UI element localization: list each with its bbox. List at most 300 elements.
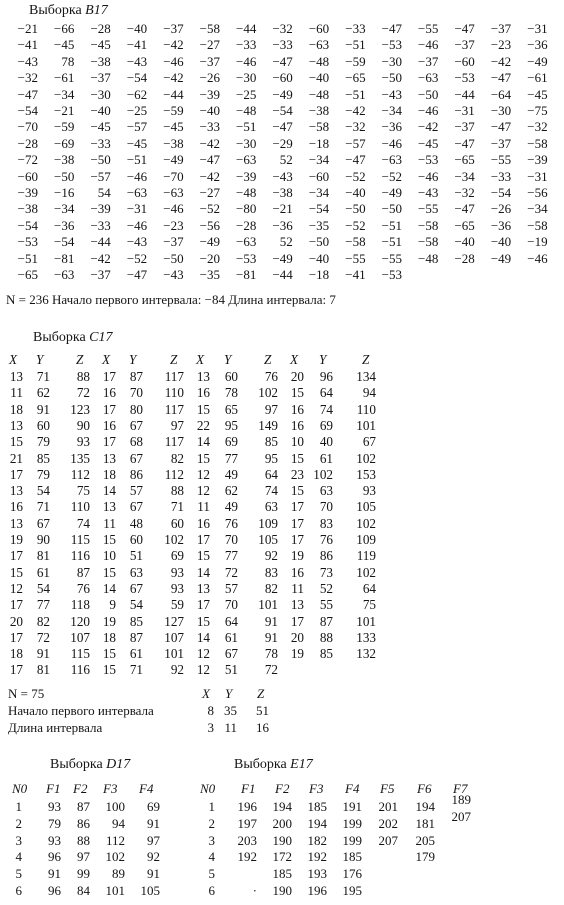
sample-b-value: −49 xyxy=(490,250,512,266)
sample-b-value: 54 xyxy=(97,185,111,200)
sample-c-value: 67 xyxy=(129,450,143,466)
sample-c-value: 117 xyxy=(164,434,184,450)
sample-b-row xyxy=(6,54,558,72)
sample-c-value: 15 xyxy=(9,564,23,580)
sample-c-header-z: Z xyxy=(76,352,84,367)
sample-b-value: −63 xyxy=(54,267,75,282)
sample-b-value: −26 xyxy=(199,70,220,86)
sample-e-value: 189 xyxy=(451,792,471,807)
sample-c-value: 51 xyxy=(224,662,238,678)
sample-c-value: 112 xyxy=(164,466,184,482)
sample-c-value: 71 xyxy=(170,499,184,515)
sample-b-value: −50 xyxy=(345,201,366,217)
sample-c-value: 12 xyxy=(196,466,210,482)
sample-b-value: −60 xyxy=(308,168,330,184)
sample-c-value: 15 xyxy=(196,548,210,564)
sample-e-value: 199 xyxy=(342,815,362,831)
sample-c-value: 102 xyxy=(164,532,184,547)
sample-c-value: 76 xyxy=(76,580,90,596)
sample-e-value: 190 xyxy=(272,832,292,848)
sample-b-value: −40 xyxy=(126,21,148,36)
sample-d-header-f4: F4 xyxy=(139,781,154,796)
sample-d-title xyxy=(50,757,130,773)
sample-b-value: −58 xyxy=(345,234,366,250)
sample-b-value: −36 xyxy=(527,37,548,53)
sample-c-value: 82 xyxy=(36,613,50,629)
sample-b-value: −40 xyxy=(90,103,111,118)
sample-b-value: −33 xyxy=(90,135,111,151)
sample-c-value: 92 xyxy=(170,662,184,678)
sample-b-value: −28 xyxy=(454,250,475,266)
sample-b-value: −66 xyxy=(54,21,75,36)
sample-c-value: 117 xyxy=(164,401,184,417)
sample-b-row xyxy=(6,70,558,88)
sample-b-value: −54 xyxy=(17,103,38,118)
sample-b-value: −58 xyxy=(527,135,548,151)
sample-b-value: −54 xyxy=(126,70,148,86)
sample-c-value: 101 xyxy=(356,417,376,433)
sample-c-value: 97 xyxy=(264,401,278,417)
sample-d-value: 5 xyxy=(15,866,22,882)
sample-b-value: −57 xyxy=(345,135,366,151)
sample-c-value: 64 xyxy=(319,385,333,401)
sample-c-value: 67 xyxy=(129,499,143,515)
sample-d-value: 3 xyxy=(15,832,22,848)
sample-c-value: 20 xyxy=(9,613,23,629)
sample-b-value: −28 xyxy=(90,21,111,36)
sample-b-value: −60 xyxy=(272,70,293,86)
sample-b-value: −61 xyxy=(527,70,548,86)
sample-e-value: 5 xyxy=(208,866,215,882)
sample-c-header-x: X xyxy=(290,352,299,367)
sample-b-value: −43 xyxy=(126,234,148,250)
sample-b-value: −65 xyxy=(454,217,475,233)
sample-c-value: 15 xyxy=(290,450,304,466)
sample-c-header-x: X xyxy=(102,352,111,367)
sample-e-header-f7: F7 xyxy=(453,781,468,796)
sample-b-value: −61 xyxy=(54,70,75,86)
sample-c-value: 72 xyxy=(76,385,90,401)
sample-c-value: 72 xyxy=(264,662,278,678)
sample-b-value: −46 xyxy=(163,201,184,217)
sample-e-header-f2: F2 xyxy=(275,781,290,796)
sample-c-value: 110 xyxy=(70,499,90,515)
sample-c-value: 61 xyxy=(129,646,143,662)
sample-e-value: 192 xyxy=(237,849,257,865)
sample-d-value: 91 xyxy=(48,866,61,882)
sample-e-value: 194 xyxy=(415,799,435,814)
sample-b-value: −34 xyxy=(454,168,475,184)
sample-c-title-name: C17 xyxy=(89,330,113,345)
sample-b-value: −50 xyxy=(90,152,111,168)
sample-b-value: −63 xyxy=(163,185,184,200)
sample-c-axis-header: X xyxy=(202,686,210,701)
sample-b-value: −27 xyxy=(199,37,220,53)
sample-c-value: 91 xyxy=(264,629,278,645)
sample-c-value: 115 xyxy=(70,532,90,547)
sample-c-value: 12 xyxy=(196,646,210,662)
sample-b-value: −34 xyxy=(308,185,330,200)
sample-c-value: 18 xyxy=(9,646,23,662)
sample-b-value: −60 xyxy=(308,21,330,36)
sample-b-value: −45 xyxy=(126,135,148,151)
sample-c-value: 17 xyxy=(102,369,116,384)
sample-b-value: −32 xyxy=(454,185,475,200)
sample-b-value: −43 xyxy=(381,86,402,102)
sample-c-value: 18 xyxy=(102,466,116,482)
sample-c-value: 12 xyxy=(196,483,210,499)
sample-e-value: 4 xyxy=(208,849,215,865)
sample-c-value: 74 xyxy=(264,483,278,499)
sample-b-row xyxy=(6,218,558,236)
sample-b-value: −58 xyxy=(418,234,439,250)
sample-e-value: 196 xyxy=(307,883,327,898)
sample-b-value: −45 xyxy=(527,86,548,102)
sample-c-value: 10 xyxy=(290,434,304,450)
sample-b-value: −42 xyxy=(490,53,512,69)
sample-c-value: 116 xyxy=(70,662,90,678)
sample-b-value: −37 xyxy=(490,21,512,36)
sample-c-value: 16 xyxy=(290,564,304,580)
sample-b-value: −31 xyxy=(126,201,148,217)
sample-c-value: 51 xyxy=(129,548,143,564)
sample-c-value: 87 xyxy=(129,629,143,645)
sample-c-value: 96 xyxy=(319,369,333,384)
sample-d-value: 94 xyxy=(112,815,125,831)
sample-b-value: −40 xyxy=(308,70,330,86)
sample-b-value: −48 xyxy=(308,53,330,69)
sample-b-value: −37 xyxy=(454,37,475,53)
sample-c-value: 67 xyxy=(362,434,376,450)
sample-d-value: 105 xyxy=(140,883,160,898)
sample-c-value: 11 xyxy=(197,499,210,515)
sample-c-value: 17 xyxy=(290,515,304,531)
sample-b-value: −42 xyxy=(199,168,220,184)
sample-b-value: −37 xyxy=(90,70,111,86)
sample-b-value: 52 xyxy=(279,234,293,250)
sample-c-value: 17 xyxy=(196,597,210,613)
sample-c-value: 60 xyxy=(36,417,50,433)
sample-b-value: −42 xyxy=(163,37,184,53)
sample-b-value: −57 xyxy=(90,168,111,184)
sample-c-value: 116 xyxy=(70,548,90,564)
sample-c-value: 133 xyxy=(356,629,376,645)
sample-b-value: −58 xyxy=(199,21,220,36)
sample-c-value: 20 xyxy=(290,629,304,645)
sample-b-value: −48 xyxy=(418,250,439,266)
sample-b-value: −45 xyxy=(90,37,111,53)
sample-b-value: −39 xyxy=(90,201,111,217)
sample-b-row xyxy=(6,185,558,203)
sample-b-value: 78 xyxy=(61,53,75,69)
sample-c-value: 77 xyxy=(224,450,238,466)
sample-c-value: 110 xyxy=(164,385,184,401)
sample-c-value: 77 xyxy=(36,597,50,613)
sample-b-value: −40 xyxy=(345,185,366,200)
sample-c-value: 54 xyxy=(36,580,50,596)
sample-e-value: 196 xyxy=(237,799,257,814)
sample-c-value: 18 xyxy=(102,629,116,645)
sample-b-value: −31 xyxy=(527,21,548,36)
sample-b-value: −30 xyxy=(90,86,111,102)
sample-b-value: −40 xyxy=(308,250,330,266)
sample-b-value: −39 xyxy=(527,152,548,168)
sample-b-value: −42 xyxy=(90,250,111,266)
sample-c-value: 13 xyxy=(102,450,116,466)
sample-b-value: −25 xyxy=(126,103,148,118)
sample-e-header-f1: F1 xyxy=(241,781,256,796)
sample-b-value: −53 xyxy=(418,152,439,168)
sample-b-value: −32 xyxy=(17,70,38,86)
sample-c-value: 17 xyxy=(102,401,116,417)
sample-e-value: 2 xyxy=(208,815,215,831)
sample-b-value: −49 xyxy=(272,250,293,266)
sample-c-value: 149 xyxy=(258,417,278,433)
sample-c-value: 101 xyxy=(356,613,376,629)
sample-b-value: −60 xyxy=(17,168,38,184)
sample-c-value: 13 xyxy=(9,483,23,499)
sample-b-value: −63 xyxy=(308,37,330,53)
sample-b-title xyxy=(29,3,108,19)
sample-b-value: −50 xyxy=(54,168,75,184)
sample-d-value: 97 xyxy=(77,849,90,865)
sample-c-value: 88 xyxy=(76,369,90,384)
sample-c-value: 18 xyxy=(9,401,23,417)
sample-b-row xyxy=(6,152,558,170)
sample-c-value: 14 xyxy=(196,629,210,645)
sample-c-value: 17 xyxy=(290,532,304,547)
sample-e-value: 200 xyxy=(272,815,292,831)
sample-d-header-f1: F1 xyxy=(46,781,61,796)
sample-d-value: 97 xyxy=(147,832,160,848)
sample-e-value: · xyxy=(252,883,257,898)
sample-b-value: −47 xyxy=(126,267,148,282)
sample-e-value: 195 xyxy=(342,883,362,898)
sample-c-value: 64 xyxy=(264,466,278,482)
sample-e-value: 192 xyxy=(307,849,327,865)
sample-b-value: −52 xyxy=(381,168,402,184)
sample-c-value: 72 xyxy=(36,629,50,645)
sample-e-value: 1 xyxy=(208,799,215,814)
sample-c-value: 16 xyxy=(290,401,304,417)
sample-c-value: 68 xyxy=(129,434,143,450)
sample-c-value: 13 xyxy=(9,515,23,531)
sample-c-value: 16 xyxy=(102,417,116,433)
sample-c-value: 17 xyxy=(9,466,23,482)
sample-b-value: −46 xyxy=(163,53,184,69)
sample-c-value: 19 xyxy=(9,532,23,547)
sample-c-value: 95 xyxy=(264,450,278,466)
sample-b-value: −34 xyxy=(54,86,75,102)
sample-c-value: 69 xyxy=(319,417,333,433)
sample-b-value: −30 xyxy=(236,70,257,86)
sample-b-value: −55 xyxy=(418,21,439,36)
sample-c-length-value: 11 xyxy=(224,720,237,735)
sample-c-value: 123 xyxy=(70,401,90,417)
sample-c-value: 16 xyxy=(196,385,210,401)
sample-b-value: −47 xyxy=(454,135,475,151)
sample-c-value: 95 xyxy=(224,417,238,433)
sample-b-value: −23 xyxy=(163,217,184,233)
sample-b-value: −37 xyxy=(163,21,184,36)
sample-c-value: 11 xyxy=(10,385,23,401)
sample-c-value: 40 xyxy=(319,434,333,450)
sample-b-value: −41 xyxy=(126,37,148,53)
sample-b-value: −36 xyxy=(272,217,293,233)
sample-c-value: 134 xyxy=(356,369,376,384)
sample-c-header-x: X xyxy=(9,352,18,367)
sample-d-value: 6 xyxy=(15,883,22,898)
sample-b-value: −35 xyxy=(308,217,330,233)
sample-b-value: −47 xyxy=(454,21,475,36)
sample-b-value: −45 xyxy=(90,119,111,135)
sample-b-value: −63 xyxy=(126,185,148,200)
sample-c-value: 55 xyxy=(319,597,333,613)
sample-b-value: −49 xyxy=(199,234,220,250)
sample-e-header-f4: F4 xyxy=(345,781,360,796)
sample-b-value: −42 xyxy=(418,119,439,135)
sample-c-value: 12 xyxy=(9,580,23,596)
sample-e-value: 191 xyxy=(342,799,362,814)
sample-b-value: −31 xyxy=(527,168,548,184)
sample-c-value: 61 xyxy=(36,564,50,580)
sample-c-value: 21 xyxy=(9,450,23,466)
sample-b-value: −52 xyxy=(345,168,366,184)
sample-c-value: 88 xyxy=(170,483,184,499)
sample-e-header-f5: F5 xyxy=(380,781,395,796)
sample-b-value: −51 xyxy=(345,37,366,53)
sample-e-title xyxy=(234,757,313,773)
sample-c-value: 127 xyxy=(164,613,184,629)
sample-c-value: 109 xyxy=(258,515,278,531)
sample-d-value: 101 xyxy=(105,883,125,898)
sample-b-value: −44 xyxy=(272,267,293,282)
sample-c-value: 119 xyxy=(356,548,376,564)
sample-c-value: 15 xyxy=(9,434,23,450)
sample-b-title-name: B17 xyxy=(85,3,108,18)
sample-b-value: −37 xyxy=(90,267,111,282)
sample-b-value: −34 xyxy=(54,201,75,217)
sample-b-value: −60 xyxy=(454,53,475,69)
sample-b-value: −55 xyxy=(490,152,512,168)
sample-b-value: −75 xyxy=(527,103,548,118)
sample-b-value: −23 xyxy=(490,37,512,53)
sample-b-value: −48 xyxy=(236,185,257,200)
sample-e-value: 202 xyxy=(378,815,398,831)
sample-b-value: −63 xyxy=(418,70,439,86)
sample-c-header-y: Y xyxy=(224,352,232,367)
sample-b-value: −80 xyxy=(236,201,257,217)
sample-b-value: −47 xyxy=(381,21,402,36)
sample-c-value: 15 xyxy=(102,532,116,547)
sample-b-value: −53 xyxy=(17,234,38,250)
sample-b-value: −52 xyxy=(199,201,220,217)
sample-b-value: −51 xyxy=(126,152,148,168)
sample-c-value: 91 xyxy=(36,646,50,662)
sample-b-value: −38 xyxy=(163,135,184,151)
sample-b-value: −65 xyxy=(454,152,475,168)
sample-b-value: −32 xyxy=(527,119,548,135)
sample-c-value: 13 xyxy=(9,417,23,433)
sample-b-value: −46 xyxy=(126,168,148,184)
sample-c-value: 49 xyxy=(224,499,238,515)
sample-b-value: −25 xyxy=(236,86,257,102)
sample-c-value: 91 xyxy=(264,613,278,629)
sample-c-value: 65 xyxy=(224,401,238,417)
sample-b-value: −36 xyxy=(490,217,512,233)
sample-c-value: 86 xyxy=(319,548,333,564)
sample-d-value: 79 xyxy=(48,815,61,831)
sample-d-value: 112 xyxy=(105,832,125,848)
sample-c-value: 9 xyxy=(109,597,116,613)
sample-c-value: 83 xyxy=(264,564,278,580)
sample-c-value: 14 xyxy=(196,434,210,450)
sample-c-value: 17 xyxy=(9,629,23,645)
sample-b-value: −42 xyxy=(345,103,366,118)
sample-d-value: 91 xyxy=(147,815,160,831)
sample-c-value: 17 xyxy=(196,532,210,547)
sample-e-value: 190 xyxy=(272,883,292,898)
sample-c-value: 70 xyxy=(224,597,238,613)
sample-b-value: −51 xyxy=(17,250,38,266)
sample-b-value: −21 xyxy=(54,103,75,118)
sample-e-value: 185 xyxy=(272,866,292,882)
sample-b-value: −51 xyxy=(345,86,366,102)
sample-e-value: 172 xyxy=(272,849,292,865)
sample-b-value: −34 xyxy=(527,201,548,217)
sample-c-value: 19 xyxy=(290,646,304,662)
sample-c-value: 87 xyxy=(76,564,90,580)
sample-b-value: −46 xyxy=(236,53,257,69)
sample-d-value: 88 xyxy=(77,832,90,848)
sample-c-value: 20 xyxy=(290,369,304,384)
sample-c-value: 81 xyxy=(36,548,50,564)
sample-b-value: −55 xyxy=(345,250,366,266)
sample-b-footer: N = 236 Начало первого интервала: −84 Длина интервала: 7 xyxy=(6,292,336,307)
sample-b-value: −56 xyxy=(527,185,548,200)
sample-c-value: 13 xyxy=(9,369,23,384)
sample-e-value: 6 xyxy=(208,883,215,898)
sample-c-value: 61 xyxy=(224,629,238,645)
sample-c-n-label: N = 75 xyxy=(8,686,45,701)
sample-b-row xyxy=(6,37,558,55)
sample-b-value: −63 xyxy=(236,234,257,250)
sample-e-value: 194 xyxy=(272,799,292,814)
sample-c-value: 54 xyxy=(129,597,143,613)
sample-d-value: 87 xyxy=(77,799,90,814)
sample-b-value: −54 xyxy=(308,201,330,217)
sample-c-value: 67 xyxy=(129,417,143,433)
sample-c-value: 15 xyxy=(290,483,304,499)
sample-b-value: −39 xyxy=(199,86,220,102)
sample-c-value: 85 xyxy=(319,646,333,662)
sample-b-row xyxy=(6,201,558,219)
sample-c-value: 93 xyxy=(170,564,184,580)
sample-c-value: 93 xyxy=(76,434,90,450)
sample-b-row xyxy=(6,87,558,105)
sample-c-value: 87 xyxy=(129,369,143,384)
sample-d-value: 86 xyxy=(77,815,90,831)
sample-c-value: 15 xyxy=(102,564,116,580)
sample-c-value: 15 xyxy=(196,401,210,417)
sample-b-value: −33 xyxy=(272,37,293,53)
sample-b-value: −63 xyxy=(381,152,402,168)
sample-b-value: −43 xyxy=(163,267,184,282)
sample-b-value: −47 xyxy=(490,119,512,135)
sample-c-value: 72 xyxy=(224,564,238,580)
sample-c-value: 87 xyxy=(319,613,333,629)
sample-d-value: 96 xyxy=(48,849,61,865)
